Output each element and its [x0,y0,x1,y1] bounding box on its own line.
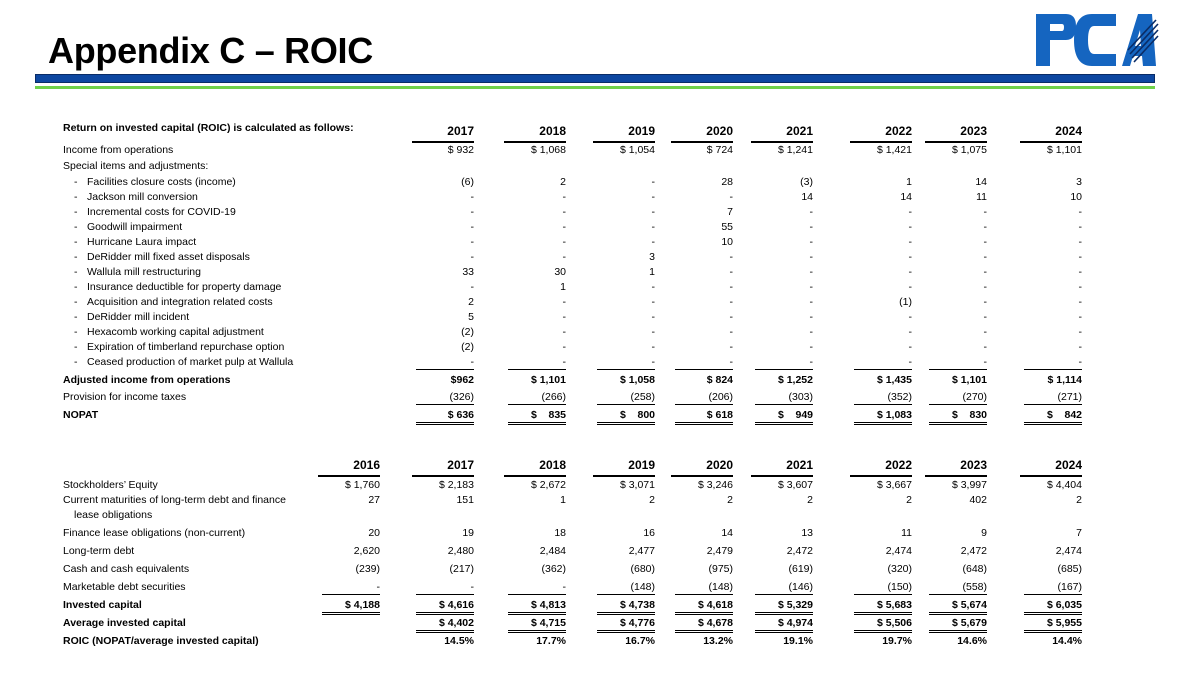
table-cell: $ 1,101 [530,374,566,386]
year-header: 2024 [1020,124,1082,143]
table-cell: $ 1,054 [619,144,655,156]
row-label: NOPAT [63,409,99,421]
table-cell: (648) [962,563,987,575]
table-cell: (362) [541,563,566,575]
year-header: 2024 [1020,458,1082,477]
table-cell: $ 4,715 [508,616,566,633]
table-cell: 2,472 [786,545,813,557]
table-cell: - [908,251,912,263]
table-cell: - [729,311,733,323]
table-cell: 10 [721,236,733,248]
row-label: Special items and adjustments: [63,160,209,172]
table-cell: - [809,206,813,218]
table-cell: - [470,191,474,203]
table-cell: - [1078,281,1082,293]
table-cell: $ 3,246 [697,479,733,491]
table-cell: $ 3,667 [876,479,912,491]
row-label: Invested capital [63,599,142,611]
row-dash: - [74,251,78,263]
table-cell: 14 [721,527,733,539]
table-cell: $ 6,035 [1024,598,1082,615]
table-cell: 55 [721,221,733,233]
table-cell: $ 1,241 [777,144,813,156]
table-cell: 13 [801,527,813,539]
row-dash: - [74,281,78,293]
table-cell: $ 4,188 [322,598,380,615]
table-cell: - [729,266,733,278]
row-label: Wallula mill restructuring [87,266,201,278]
table-cell: (303) [755,390,813,405]
year-header: 2020 [671,124,733,143]
table-cell: - [508,580,566,595]
table-cell: $ 1,068 [530,144,566,156]
table-cell: (167) [1024,580,1082,595]
year-header: 2021 [751,458,813,477]
table-cell: - [562,296,566,308]
table-cell: 30 [554,266,566,278]
table-cell: $ 5,683 [854,598,912,615]
table-cell: (320) [887,563,912,575]
table-cell: $ 4,813 [508,598,566,615]
table-cell: 402 [969,494,987,506]
table-cell: - [809,251,813,263]
table-cell: $ 5,674 [929,598,987,615]
table-cell: - [1078,296,1082,308]
table-cell: $ 1,114 [1047,374,1082,386]
table-cell: (558) [929,580,987,595]
table-cell: $ 824 [706,374,733,386]
row-label: Jackson mill conversion [87,191,198,203]
table-cell: - [983,206,987,218]
table-cell: - [1078,341,1082,353]
row-label: Acquisition and integration related costs [87,296,273,308]
table-cell: 2 [649,494,655,506]
table-cell: (6) [461,176,474,188]
table-cell: - [562,236,566,248]
year-header: 2021 [751,124,813,143]
table-cell: (685) [1057,563,1082,575]
table-cell: $ 4,616 [416,598,474,615]
row-dash: - [74,221,78,233]
year-header: 2017 [412,124,474,143]
table-cell: - [908,206,912,218]
table-cell: - [1024,355,1082,370]
table-cell: $ 1,421 [876,144,912,156]
year-header: 2022 [850,458,912,477]
table-cell: - [809,326,813,338]
table-cell: 7 [727,206,733,218]
table-cell: 14.6% [957,635,987,647]
table-cell: - [908,311,912,323]
table-cell: (2) [461,341,474,353]
table-cell: (150) [854,580,912,595]
table-cell: - [416,580,474,595]
table-cell: - [983,251,987,263]
table-cell: 1 [906,176,912,188]
table-cell: 2 [560,176,566,188]
table-cell: - [470,236,474,248]
table-cell: - [809,266,813,278]
year-header: 2023 [925,458,987,477]
table-cell: 9 [981,527,987,539]
row-label: Facilities closure costs (income) [87,176,236,188]
table-cell: (3) [800,176,813,188]
table-cell: - [908,266,912,278]
table-cell: 3 [1076,176,1082,188]
table-cell: - [809,281,813,293]
table-cell: - [470,221,474,233]
table-cell: $ 1,252 [777,374,813,386]
table-cell: 2,472 [960,545,987,557]
row-label: Marketable debt securities [63,581,186,593]
table-cell: 16 [643,527,655,539]
table-cell: (266) [508,390,566,405]
row-label-cont: lease obligations [74,509,153,521]
table-cell: 11 [976,191,987,203]
row-label: Stockholders’ Equity [63,479,158,491]
table-cell: $ 724 [706,144,733,156]
table-cell: - [729,251,733,263]
table-cell: - [908,236,912,248]
table-cell: - [908,326,912,338]
table-cell: (1) [899,296,912,308]
table-cell: 28 [721,176,733,188]
table-cell: $ 5,506 [854,616,912,633]
table-cell: 5 [468,311,474,323]
row-label: Insurance deductible for property damage [87,281,282,293]
year-header: 2018 [504,458,566,477]
table-cell: 33 [462,266,474,278]
row-label: DeRidder mill fixed asset disposals [87,251,250,263]
year-header: 2019 [593,124,655,143]
table-cell: $ 1,075 [951,144,987,156]
row-label: Current maturities of long-term debt and finance [63,494,286,506]
table-cell: - [983,296,987,308]
table-cell: 151 [456,494,474,506]
table-cell: - [651,206,655,218]
table-cell: $ 932 [447,144,474,156]
table-cell: $ 1,435 [876,374,912,386]
table-cell: - [562,221,566,233]
table-cell: - [983,341,987,353]
table-cell: (206) [675,390,733,405]
row-label: Finance lease obligations (non-current) [63,527,246,539]
table-cell: - [416,355,474,370]
table-cell: $ 5,329 [755,598,813,615]
table-cell: - [809,221,813,233]
table-cell: 2,479 [706,545,733,557]
row-dash: - [74,266,78,278]
row-label: Average invested capital [63,617,186,629]
table-cell: - [470,251,474,263]
year-header: 2020 [671,458,733,477]
row-label: ROIC (NOPAT/average invested capital) [63,635,259,647]
table-cell: (148) [675,580,733,595]
table-cell: 2 [468,296,474,308]
table-cell: $ 3,071 [619,479,655,491]
table-cell: - [651,296,655,308]
table-cell: (270) [929,390,987,405]
table-cell: $ 3,607 [777,479,813,491]
table-cell: $ 636 [416,408,474,425]
table-cell: - [651,221,655,233]
row-dash: - [74,236,78,248]
table-cell: $ 1,058 [619,374,655,386]
table-cell: 2,484 [539,545,566,557]
row-label: Income from operations [63,144,174,156]
table-cell: - [908,341,912,353]
table-cell: - [470,206,474,218]
row-label: DeRidder mill incident [87,311,190,323]
table-cell: (148) [597,580,655,595]
table-cell: - [908,281,912,293]
table-cell: - [562,251,566,263]
table-cell: - [809,341,813,353]
table-cell: (352) [854,390,912,405]
table-cell: - [1078,206,1082,218]
table-cell: - [809,311,813,323]
table-cell: - [983,311,987,323]
table-cell: 7 [1076,527,1082,539]
table-cell: $ 5,955 [1024,616,1082,633]
table-cell: 14.4% [1052,635,1082,647]
table-cell: - [854,355,912,370]
table-cell: - [929,355,987,370]
table-cell: $ 800 [597,408,655,425]
table-cell: - [809,296,813,308]
table-cell: (2) [461,326,474,338]
table-cell: 14 [801,191,813,203]
table-cell: - [1078,221,1082,233]
table-cell: - [729,341,733,353]
table-cell: $ 1,101 [951,374,987,386]
row-label: Hurricane Laura impact [87,236,197,248]
row-label: Cash and cash equivalents [63,563,190,575]
table-cell: $ 5,679 [929,616,987,633]
year-header: 2017 [412,458,474,477]
table-cell: - [729,326,733,338]
table-cell: - [562,341,566,353]
table-cell: 16.7% [625,635,655,647]
row-dash: - [74,356,78,368]
table-cell: $ 4,402 [416,616,474,633]
table-cell: (271) [1024,390,1082,405]
year-header: 2016 [318,458,380,477]
row-label: Adjusted income from operations [63,374,231,386]
table-cell: 14 [900,191,912,203]
table-cell: $ 1,760 [344,479,380,491]
table-cell: - [729,191,733,203]
table-cell: $ 4,618 [675,598,733,615]
table-cell: - [651,236,655,248]
table-cell: - [675,355,733,370]
table-cell: (239) [355,563,380,575]
row-dash: - [74,341,78,353]
table-cell: - [651,191,655,203]
table-cell: (680) [630,563,655,575]
table-cell: 2 [807,494,813,506]
table-cell: $ 4,974 [755,616,813,633]
table-cell: $962 [450,374,474,386]
row-label: Expiration of timberland repurchase option [87,341,285,353]
table-cell: 10 [1070,191,1082,203]
page-title: Appendix C – ROIC [48,30,373,71]
table-cell: - [983,221,987,233]
intro-label: Return on invested capital (ROIC) is calculated as follows: [63,122,354,134]
table-cell: $ 2,183 [438,479,474,491]
row-dash: - [74,176,78,188]
row-label: Hexacomb working capital adjustment [87,326,264,338]
table-cell: 2,474 [885,545,912,557]
year-header: 2018 [504,124,566,143]
table-cell: (975) [708,563,733,575]
table-cell: - [562,206,566,218]
table-cell: $ 835 [508,408,566,425]
table-cell: 17.7% [536,635,566,647]
table-cell: - [562,191,566,203]
table-cell: 19.7% [882,635,912,647]
table-cell: 14.5% [444,635,474,647]
table-cell: - [908,221,912,233]
table-cell: - [755,355,813,370]
table-cell: - [562,311,566,323]
table-cell: $ 4,404 [1046,479,1082,491]
table-cell: $ 830 [929,408,987,425]
table-cell: 20 [368,527,380,539]
table-cell: - [983,236,987,248]
table-cell: $ 4,678 [675,616,733,633]
table-cell: $ 1,101 [1046,144,1082,156]
table-cell: - [322,580,380,595]
table-cell: $ 949 [755,408,813,425]
row-dash: - [74,296,78,308]
table-cell: 2,480 [447,545,474,557]
table-cell: $ 1,083 [854,408,912,425]
table-cell: - [651,281,655,293]
table-cell: 2 [1076,494,1082,506]
table-cell: 1 [560,494,566,506]
row-dash: - [74,326,78,338]
table-cell: - [651,341,655,353]
table-cell: - [651,311,655,323]
year-header: 2023 [925,124,987,143]
table-cell: - [1078,266,1082,278]
table-cell: - [983,281,987,293]
table-cell: 3 [649,251,655,263]
pca-logo [1032,10,1160,70]
year-header: 2019 [593,458,655,477]
table-cell: $ 3,997 [951,479,987,491]
table-cell: 14 [975,176,987,188]
table-cell: - [1078,236,1082,248]
table-cell: $ 618 [675,408,733,425]
table-cell: - [983,266,987,278]
table-cell: 27 [368,494,380,506]
row-label: Goodwill impairment [87,221,183,233]
table-cell: - [983,326,987,338]
table-cell: 19.1% [783,635,813,647]
row-label: Long-term debt [63,545,135,557]
accent-line [35,86,1155,89]
table-cell: - [508,355,566,370]
table-cell: - [562,326,566,338]
title-bar [35,74,1155,83]
table-cell: (217) [449,563,474,575]
row-dash: - [74,206,78,218]
table-cell: 18 [554,527,566,539]
table-cell: (326) [416,390,474,405]
table-cell: - [597,355,655,370]
table-cell: 13.2% [703,635,733,647]
row-label: Ceased production of market pulp at Wallula [87,356,294,368]
row-dash: - [74,191,78,203]
table-cell: - [729,296,733,308]
table-cell: - [809,236,813,248]
table-cell: 2,620 [353,545,380,557]
table-cell: - [470,281,474,293]
table-cell: $ 4,776 [597,616,655,633]
table-cell: 2,477 [628,545,655,557]
table-cell: (146) [755,580,813,595]
table-cell: - [1078,311,1082,323]
table-cell: 2,474 [1055,545,1082,557]
row-dash: - [74,311,78,323]
row-label: Incremental costs for COVID-19 [87,206,236,218]
row-label: Provision for income taxes [63,391,187,403]
table-cell: - [1078,251,1082,263]
table-cell: 2 [727,494,733,506]
table-cell: 19 [462,527,474,539]
table-cell: - [651,326,655,338]
table-cell: - [1078,326,1082,338]
table-cell: $ 842 [1024,408,1082,425]
table-cell: (258) [597,390,655,405]
table-cell: 11 [901,527,912,539]
table-cell: $ 4,738 [597,598,655,615]
year-header: 2022 [850,124,912,143]
table-cell: - [651,176,655,188]
table-cell: 1 [560,281,566,293]
table-cell: $ 2,672 [530,479,566,491]
table-cell: 1 [649,266,655,278]
table-cell: (619) [788,563,813,575]
table-cell: - [729,281,733,293]
table-cell: 2 [906,494,912,506]
